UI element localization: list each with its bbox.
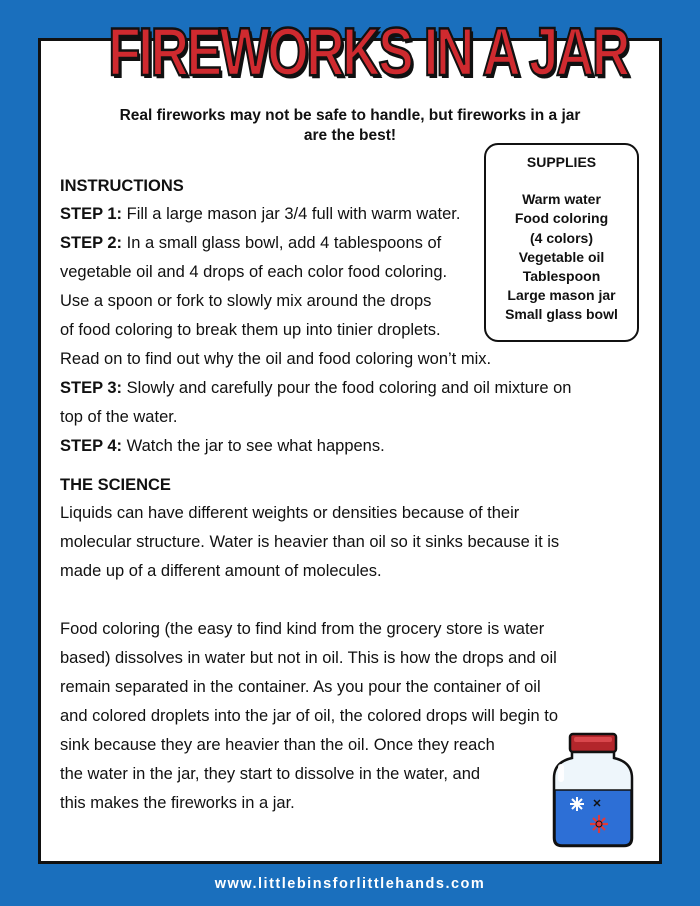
science-line: remain separated in the container. As you pour the container of oil [60,678,541,696]
step-label: STEP 1: [60,205,123,223]
science-line: based) dissolves in water but not in oil. This is how the drops and oil [60,649,557,667]
science-line: molecular structure. Water is heavier than oil so it sinks because it is [60,533,560,551]
science-line: and colored droplets into the jar of oil, the colored drops will begin to [60,707,559,725]
step-text: Slowly and carefully pour the food coloring and oil mixture on [122,379,572,397]
step-1 [60,200,630,229]
step-text-line: of food coloring to break them up into tinier droplets. [60,321,441,339]
worksheet-body [60,172,630,818]
supply-item: Tablespoon [522,268,601,285]
supply-item: Food coloring [514,210,609,227]
science-line: this makes the fireworks in a jar. [60,794,295,812]
science-line: the water in the jar, they start to dissolve in the water, and [60,765,481,783]
science-heading: THE SCIENCE [60,476,171,494]
supply-item: Warm water [522,191,601,208]
science-line: made up of a different amount of molecules. [60,562,382,580]
science-line: Food coloring (the easy to find kind from the grocery store is water [60,620,545,638]
intro-line: are the best! [303,127,397,144]
supply-item: Vegetable oil [518,248,605,265]
science-line: Liquids can have different weights or densities because of their [60,504,520,522]
step-text-line: top of the water. [60,408,178,426]
supply-item: Small glass bowl [505,306,618,323]
intro-line: Real fireworks may not be safe to handle, but fireworks in a jar [119,107,581,124]
step-3 [60,374,630,403]
supply-item: Large mason jar [507,287,616,304]
step-label: STEP 2: [60,234,123,252]
supply-item: (4 colors) [529,229,593,246]
step-label: STEP 3: [60,379,123,397]
step-text-line: vegetable oil and 4 drops of each color food coloring. [60,263,448,281]
intro-text [66,106,634,146]
paragraph-gap [60,586,630,615]
step-text-line: Use a spoon or fork to slowly mix around the drops [60,292,432,310]
step-label: STEP 4: [60,437,123,455]
step-4 [60,432,630,461]
step-text: In a small glass bowl, add 4 tablespoons of [122,234,442,252]
supplies-title: SUPPLIES [526,154,597,170]
step-text: Watch the jar to see what happens. [122,437,385,455]
instructions-heading: INSTRUCTIONS [60,177,184,195]
step-text: Fill a large mason jar 3/4 full with warm water. [122,205,461,223]
footer-url: www.littlebinsforlittlehands.com [214,876,486,892]
science-line: sink because they are heavier than the oil. Once they reach [60,736,495,754]
page-title: FIREWORKS IN A JAR [108,14,628,90]
step-2 [60,229,630,258]
mason-jar-icon [550,732,638,850]
step-text-line: Read on to find out why the oil and food coloring won’t mix. [60,350,492,368]
